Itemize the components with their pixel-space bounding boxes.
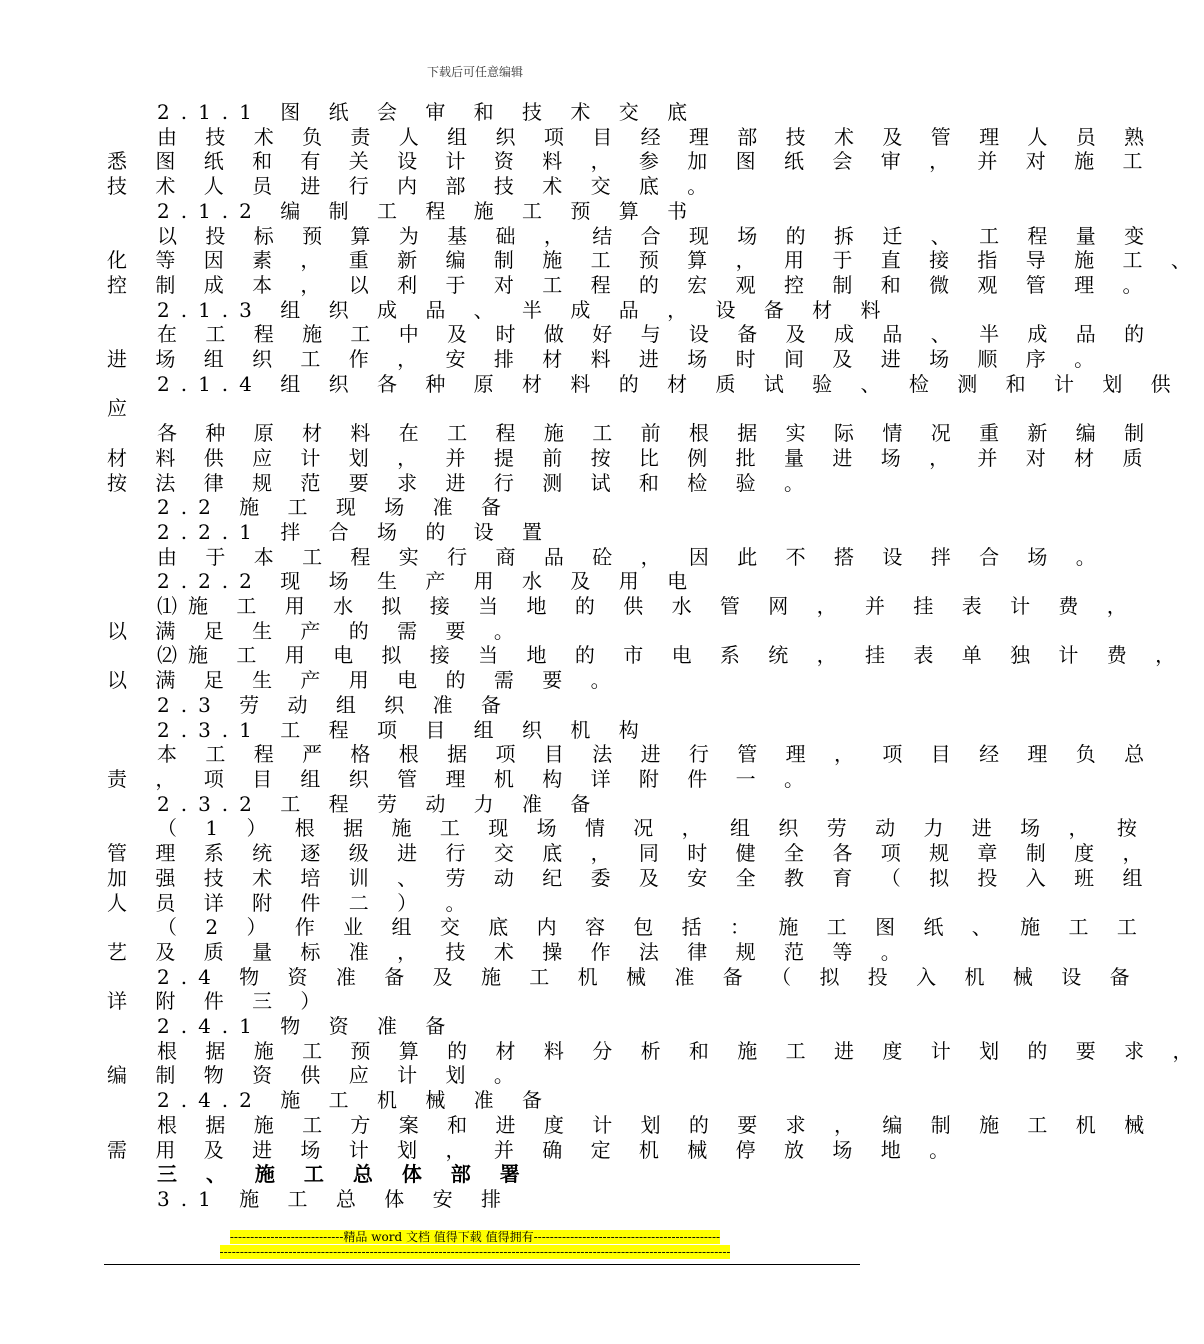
text-line: 各 种 原 材 料 在 工 程 施 工 前 根 据 实 际 情 况 重 新 编 制 xyxy=(157,421,1156,446)
text-line: 根 据 施 工 方 案 和 进 度 计 划 的 要 求 ， 编 制 施 工 机 械 xyxy=(157,1112,1156,1137)
text-line: 以 满 足 生 产 的 需 要 。 xyxy=(107,618,525,643)
text-line: 2.2.2 现 场 生 产 用 水 及 用 电 xyxy=(157,569,699,594)
text-line: 编 制 物 资 供 应 计 划 。 xyxy=(107,1063,525,1088)
document-body xyxy=(107,100,1204,1212)
text-line: ⑵施 工 用 电 拟 接 当 地 的 市 电 系 统 ， 挂 表 单 独 计 费 ， xyxy=(157,643,1187,668)
text-line: 悉 图 纸 和 有 关 设 计 资 料 ， 参 加 图 纸 会 审 ， 并 对 施 工 xyxy=(107,149,1154,174)
text-line: 2.1.2 编 制 工 程 施 工 预 算 书 xyxy=(157,198,699,223)
text-line: 人 员 详 附 件 二 ） 。 xyxy=(107,890,477,915)
footer-dashes-text: ------------------------------------------------------------------------------------------------------------------------------ xyxy=(219,1245,731,1259)
text-line: 管 理 系 统 逐 级 进 行 交 底 ， 同 时 健 全 各 项 规 章 制 度 ， xyxy=(107,841,1154,866)
text-line: 2.1.3 组 织 成 品 、 半 成 品 ， 设 备 材 料 xyxy=(157,297,892,322)
text-line: 2.2 施 工 现 场 准 备 xyxy=(157,495,512,520)
text-line: （ 1 ） 根 据 施 工 现 场 情 况 ， 组 织 劳 动 力 进 场 ， 按 xyxy=(157,816,1148,841)
text-line: 以 满 足 生 产 用 电 的 需 要 。 xyxy=(107,668,622,693)
text-line: （ 2 ） 作 业 组 交 底 内 容 包 括 ： 施 工 图 纸 、 施 工 工 xyxy=(157,915,1148,940)
text-line: 本 工 程 严 格 根 据 项 目 法 进 行 管 理 ， 项 目 经 理 负 总 xyxy=(157,742,1156,767)
text-line: 由 技 术 负 责 人 组 织 项 目 经 理 部 技 术 及 管 理 人 员 熟 xyxy=(157,124,1156,149)
page-header: 下载后可任意编辑 xyxy=(426,65,523,79)
text-line: 艺 及 质 量 标 准 ， 技 术 操 作 法 律 规 范 等 。 xyxy=(107,939,912,964)
text-line: 应 xyxy=(107,396,138,421)
text-line: 2.4.2 施 工 机 械 准 备 xyxy=(157,1088,554,1113)
text-line: 3.1 施 工 总 体 安 排 xyxy=(157,1186,512,1211)
text-line: 进 场 组 织 工 作 ， 安 排 材 料 进 场 时 间 及 进 场 顺 序 。 xyxy=(107,347,1106,372)
text-line: ⑴施 工 用 水 拟 接 当 地 的 供 水 管 网 ， 并 挂 表 计 费 ， xyxy=(157,594,1138,619)
text-line: 由 于 本 工 程 实 行 商 品 砼 ， 因 此 不 搭 设 拌 合 场 。 xyxy=(157,544,1107,569)
text-line: 需 用 及 进 场 计 划 ， 并 确 定 机 械 停 放 场 地 。 xyxy=(107,1137,961,1162)
text-line: 2.3.2 工 程 劳 动 力 准 备 xyxy=(157,791,602,816)
text-line: 2.3 劳 动 组 织 准 备 xyxy=(157,692,512,717)
text-line: 三 、 施 工 总 体 部 署 xyxy=(157,1162,531,1187)
text-line: 2.1.4 组 织 各 种 原 材 料 的 材 质 试 验 、 检 测 和 计 划 供 xyxy=(157,371,1182,396)
text-line: 加 强 技 术 培 训 、 劳 动 纪 委 及 安 全 教 育 （ 拟 投 入 班 组 xyxy=(107,865,1154,890)
text-line: 责 ， 项 目 组 织 管 理 机 构 详 附 件 一 。 xyxy=(107,766,816,791)
text-line: 技 术 人 员 进 行 内 部 技 术 交 底 。 xyxy=(107,174,719,199)
footer-banner xyxy=(0,1228,950,1245)
text-line: 根 据 施 工 预 算 的 材 料 分 析 和 施 工 进 度 计 划 的 要 求 ， xyxy=(157,1038,1204,1063)
text-line: 2.2.1 拌 合 场 的 设 置 xyxy=(157,519,554,544)
text-line: 2.4 物 资 准 备 及 施 工 机 械 准 备 （ 拟 投 入 机 械 设 备 xyxy=(157,964,1141,989)
text-line: 控 制 成 本 ， 以 利 于 对 工 程 的 宏 观 控 制 和 微 观 管 理 。 xyxy=(107,272,1154,297)
text-line: 2.1.1 图 纸 会 审 和 技 术 交 底 xyxy=(157,100,699,124)
footer-banner-text: ----------------------------精品 word 文档 值得下载 值得拥有---------------------------------------------- xyxy=(229,1230,721,1244)
footer-dashes xyxy=(0,1245,950,1259)
text-line: 在 工 程 施 工 中 及 时 做 好 与 设 备 及 成 品 、 半 成 品 的 xyxy=(157,322,1156,347)
footer-rule xyxy=(104,1264,860,1265)
text-line: 2.3.1 工 程 项 目 组 织 机 构 xyxy=(157,717,650,742)
text-line: 按 法 律 规 范 要 求 进 行 测 试 和 检 验 。 xyxy=(107,470,816,495)
text-line: 以 投 标 预 算 为 基 础 ， 结 合 现 场 的 拆 迁 、 工 程 量 变 xyxy=(157,223,1156,248)
text-line: 化 等 因 素 ， 重 新 编 制 施 工 预 算 ， 用 于 直 接 指 导 施 工 、 xyxy=(107,248,1202,273)
text-line: 2.4.1 物 资 准 备 xyxy=(157,1014,457,1039)
text-line: 材 料 供 应 计 划 ， 并 提 前 按 比 例 批 量 进 场 ， 并 对 材 质 xyxy=(107,445,1154,470)
text-line: 详 附 件 三 ） xyxy=(107,989,332,1014)
